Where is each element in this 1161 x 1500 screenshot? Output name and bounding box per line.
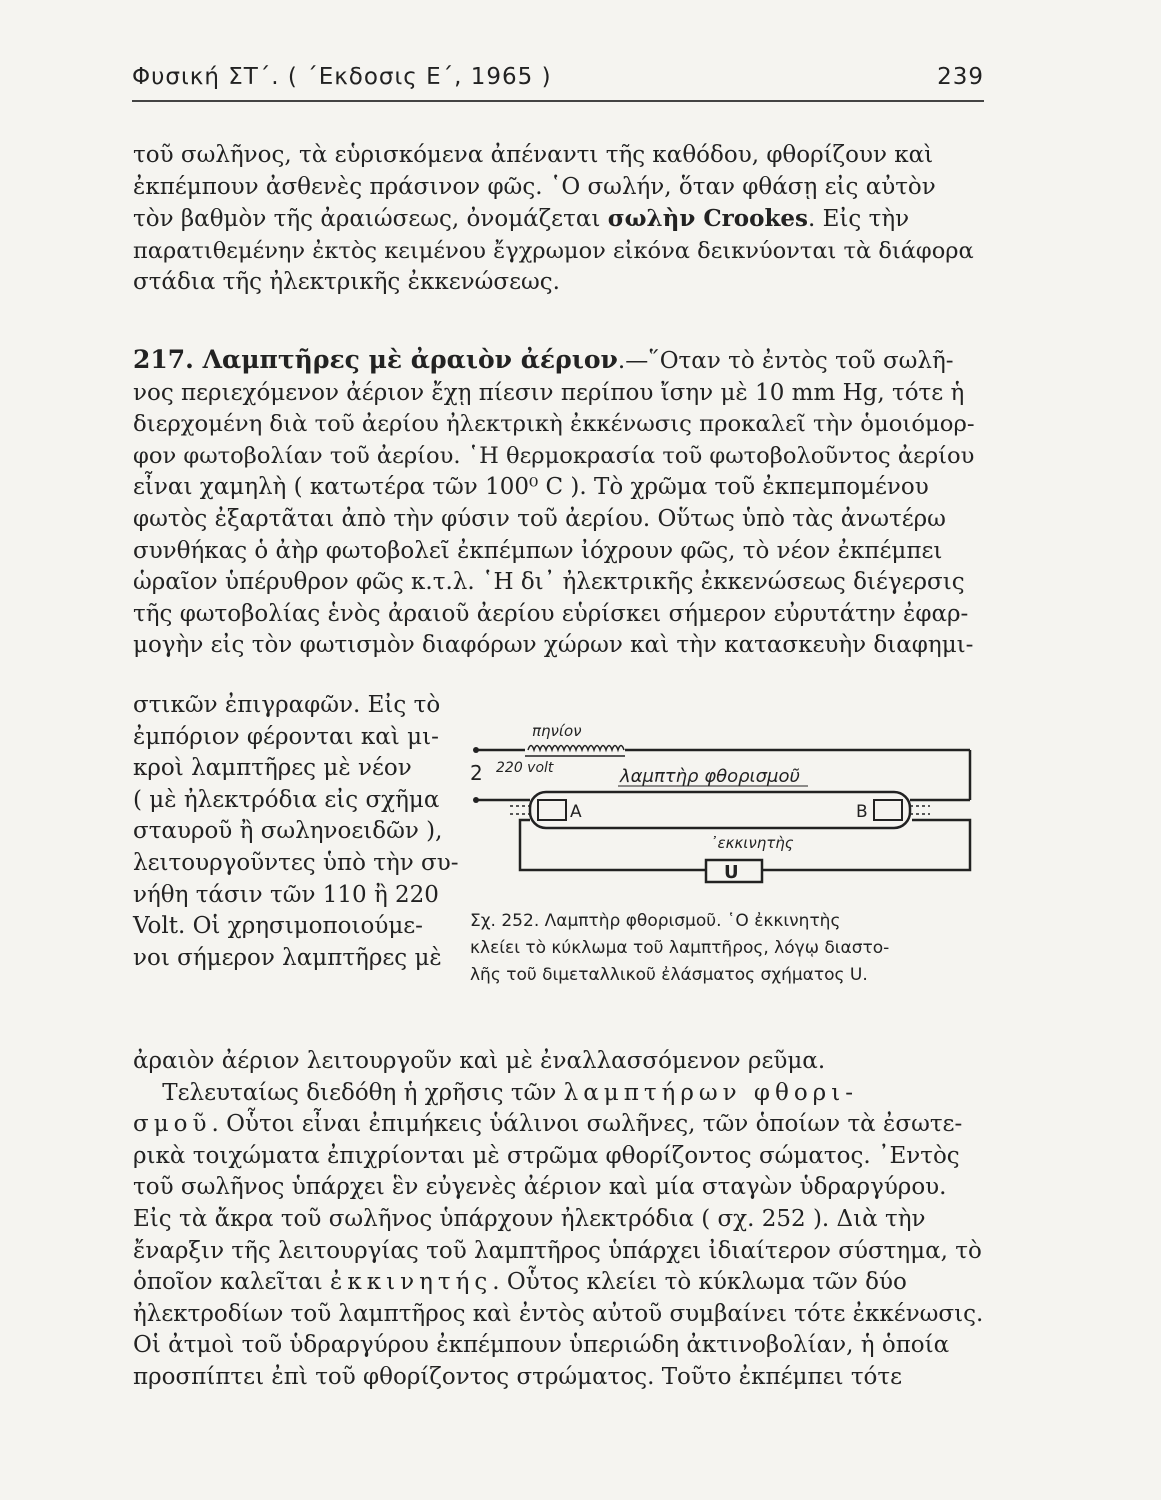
text-line: φωτὸς ἐξαρτᾶται ἀπὸ τὴν φύσιν τοῦ ἀερίου. Οὕτως ὑπὸ τὰς ἀνωτέρω [133, 505, 946, 532]
text-line: νήθη τάσιν τῶν 110 ἢ 220 [133, 881, 439, 908]
voltage-label: 220 volt [496, 760, 554, 776]
text-line: ἔναρξιν τῆς λειτουργίας τοῦ λαμπτῆρος ὑπάρχει ἰδιαίτερον σύστημα, τὸ [133, 1237, 982, 1264]
text-line: στικῶν ἐπιγραφῶν. Εἰς τὸ [133, 692, 441, 718]
lamp-label: λαμπτὴρ φθορισμοῦ [620, 766, 800, 787]
text-line: ἐμπόριον φέρονται καὶ μι- [133, 723, 439, 750]
text-line [133, 1109, 983, 1141]
terminal-bottom [473, 797, 479, 803]
electrode-b-label: B [856, 802, 868, 822]
text-span: .—῞Οταν τὸ ἐντὸς τοῦ σωλῆ- [617, 348, 954, 374]
text-line: ἠλεκτροδίων τοῦ λαμπτῆρος καὶ ἐντὸς αὐτοῦ συμβαίνει τότε ἐκκένωσις. [133, 1300, 984, 1327]
text-line: νοι σήμερον λαμπτῆρες μὲ [133, 944, 442, 971]
text-span: . Εἰς τὴν [807, 206, 910, 233]
caption-line: κλείει τὸ κύκλωμα τοῦ λαμπτῆρος, λόγῳ διαστο- [470, 938, 890, 958]
figure-caption [470, 908, 985, 989]
text-line: τοῦ σωλῆνος, τὰ εὑρισκόμενα ἀπέναντι τῆς καθόδου, φθορίζουν καὶ [133, 142, 934, 168]
caption-line: Σχ. 252. Λαμπτὴρ φθορισμοῦ. ῾Ο ἐκκινητὴς [470, 911, 841, 931]
section-heading: 217. Λαμπτῆρες μὲ ἀραιὸν ἀέριον [133, 345, 618, 374]
text-span: ὁποῖον καλεῖται [133, 1269, 330, 1296]
text-line [133, 344, 983, 378]
text-line [133, 1267, 983, 1299]
caption-line: λῆς τοῦ διμεταλλικοῦ ἐλάσματος σχήματος U. [470, 965, 868, 985]
text-span: Τελευταίως διεδόθη ἡ χρῆσις τῶν [162, 1079, 564, 1106]
text-line: λειτουργοῦντες ὑπὸ τὴν συ- [133, 849, 459, 876]
text-span: . Οὗτοι εἶναι ἐπιμήκεις ὑάλινοι σωλῆνες, τῶν ὁποίων τὰ ἐσωτε- [211, 1111, 963, 1138]
coil-icon [525, 742, 625, 758]
text-line: τῆς φωτοβολίας ἑνὸς ἀραιοῦ ἀερίου εὑρίσκει σήμερον εὐρυτάτην ἐφαρ- [133, 600, 969, 627]
text-line: Οἱ ἀτμοὶ τοῦ ὑδραργύρου ἐκπέμπουν ὑπεριώδη ἀκτινοβολίαν, ἡ ὁποία [133, 1332, 950, 1359]
text-line [133, 1078, 983, 1110]
text-span: τὸν βαθμὸν τῆς ἀραιώσεως, ὀνομάζεται [133, 206, 608, 233]
text-line: φον φωτοβολίαν τοῦ ἀερίου. ῾Η θερμοκρασία τοῦ φωτοβολοῦντος ἀερίου [133, 442, 975, 469]
text-line: σταυροῦ ἢ σωληνοειδῶν ), [133, 818, 443, 845]
term-continuation: σμοῦ [133, 1111, 212, 1138]
text-line: στάδια τῆς ἠλεκτρικῆς ἐκκενώσεως. [133, 269, 560, 296]
paragraph-crookes [133, 140, 983, 299]
text-line: προσπίπτει ἐπὶ τοῦ φθορίζοντος στρώματος. Τοῦτο ἐκπέμπει τότε [133, 1363, 903, 1390]
mark-label: 2 [470, 761, 483, 785]
starter-u-label: U [724, 862, 739, 883]
text-line: ὡραῖον ὑπέρυθρον φῶς κ.τ.λ. ῾Η δι᾽ ἠλεκτρικῆς ἐκκενώσεως διέγερσις [133, 569, 965, 596]
page-header [132, 64, 984, 90]
text-line: παρατιθεμένην ἐκτὸς κειμένου ἔγχρωμον εἰκόνα δεικνύονται τὰ διάφορα [133, 237, 974, 264]
term-fluorescent-lamps: λαμπτήρων φθορι- [563, 1079, 858, 1106]
text-line [133, 203, 983, 236]
text-line: ( μὲ ἠλεκτρόδια εἰς σχῆμα [133, 786, 440, 813]
coil-label: πηνίον [532, 722, 582, 740]
text-line: τοῦ σωλῆνος ὑπάρχει ἓν εὐγενὲς ἀέριον καὶ μία σταγὼν ὑδραργύρου. [133, 1174, 947, 1201]
text-line: Εἰς τὰ ἄκρα τοῦ σωλῆνος ὑπάρχουν ἠλεκτρόδια ( σχ. 252 ). Διὰ τὴν [133, 1205, 926, 1232]
paragraph-fluorescent [133, 1046, 983, 1394]
terminal-top [473, 747, 479, 753]
text-line: νος περιεχόμενον ἀέριον ἔχῃ πίεσιν περίπου ἴσην μὲ 10 mm Hg, τότε ἡ [133, 379, 965, 406]
text-line: εἶναι χαμηλὴ ( κατωτέρα τῶν 100⁰ C ). Τὸ χρῶμα τοῦ ἐκπεμπομένου [133, 474, 929, 501]
term-crookes: σωλὴν Crookes [607, 205, 808, 233]
starter-label: ᾿εκκινητὴς [710, 834, 794, 852]
text-line: ἀραιὸν ἀέριον λειτουργοῦν καὶ μὲ ἐναλλασσόμενον ρεῦμα. [133, 1048, 826, 1074]
text-line: Volt. Οἱ χρησιμοποιούμε- [133, 913, 423, 940]
header-rule [132, 100, 984, 102]
term-starter: ἐκκινητής [329, 1269, 493, 1296]
figure-252-circuit [470, 720, 980, 910]
section-217 [133, 344, 983, 662]
text-line: ρικὰ τοιχώματα ἐπιχρίονται μὲ στρῶμα φθορίζοντος σώματος. ᾿Εντὸς [133, 1142, 960, 1169]
text-line: μογὴν εἰς τὸν φωτισμὸν διαφόρων χώρων καὶ τὴν κατασκευὴν διαφημι- [133, 632, 974, 659]
electrode-a-label: A [570, 802, 582, 822]
text-line: κροὶ λαμπτῆρες μὲ νέον [133, 755, 412, 782]
narrow-column-text [133, 690, 458, 974]
page-number: 239 [937, 64, 984, 90]
text-line: ἐκπέμπουν ἀσθενὲς πράσινον φῶς. ῾Ο σωλήν, ὅταν φθάσῃ εἰς αὐτὸν [133, 173, 936, 200]
text-line: συνθήκας ὁ ἀὴρ φωτοβολεῖ ἐκπέμπων ἰόχρουν φῶς, τὸ νέον ἐκπέμπει [133, 537, 943, 564]
running-title: Φυσική ΣΤ΄. ( ΄Εκδοσις Ε΄, 1965 ) [132, 64, 552, 90]
text-span: . Οὗτος κλείει τὸ κύκλωμα τῶν δύο [492, 1269, 907, 1296]
text-line: διερχομένη διὰ τοῦ ἀερίου ἠλεκτρικὴ ἐκκένωσις προκαλεῖ τὴν ὁμοιόμορ- [133, 411, 975, 438]
